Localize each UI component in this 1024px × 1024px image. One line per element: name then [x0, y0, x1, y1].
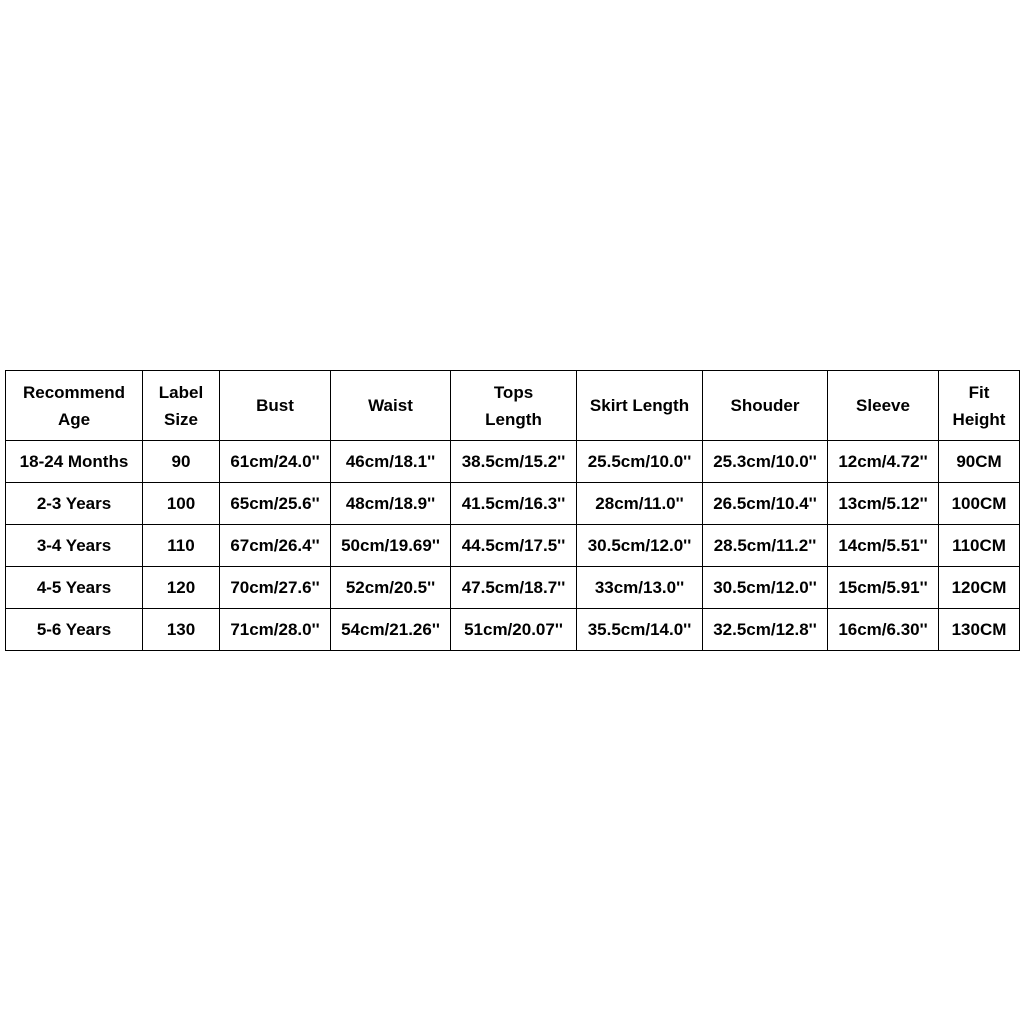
table-cell: 44.5cm/17.5'' — [451, 525, 577, 567]
header-bust — [220, 371, 331, 441]
table-cell: 30.5cm/12.0'' — [577, 525, 703, 567]
table-row — [6, 441, 1020, 483]
header-line: Age — [57, 409, 91, 429]
table-cell: 100 — [143, 483, 220, 525]
table-cell: 30.5cm/12.0'' — [703, 567, 828, 609]
table-cell: 65cm/25.6'' — [220, 483, 331, 525]
header-recommend-age — [6, 371, 143, 441]
table-cell: 4-5 Years — [6, 567, 143, 609]
header-shoulder — [703, 371, 828, 441]
table-cell: 110 — [143, 525, 220, 567]
table-cell: 26.5cm/10.4'' — [703, 483, 828, 525]
header-line: Size — [163, 409, 199, 429]
header-fit-height — [939, 371, 1020, 441]
header-label-size — [143, 371, 220, 441]
table-cell: 67cm/26.4'' — [220, 525, 331, 567]
table-cell: 51cm/20.07'' — [451, 609, 577, 651]
table-cell: 54cm/21.26'' — [331, 609, 451, 651]
table-cell: 110CM — [939, 525, 1020, 567]
header-line: Sleeve — [856, 396, 910, 415]
table-cell: 48cm/18.9'' — [331, 483, 451, 525]
table-cell: 90 — [143, 441, 220, 483]
table-cell: 25.5cm/10.0'' — [577, 441, 703, 483]
table-cell: 52cm/20.5'' — [331, 567, 451, 609]
header-line: Height — [952, 409, 1006, 429]
table-cell: 28.5cm/11.2'' — [703, 525, 828, 567]
table-row — [6, 609, 1020, 651]
table-cell: 33cm/13.0'' — [577, 567, 703, 609]
table-cell: 12cm/4.72'' — [828, 441, 939, 483]
table-cell: 70cm/27.6'' — [220, 567, 331, 609]
table-cell: 100CM — [939, 483, 1020, 525]
table-cell: 35.5cm/14.0'' — [577, 609, 703, 651]
header-line: Length — [485, 409, 542, 429]
header-row — [6, 371, 1020, 441]
table-cell: 14cm/5.51'' — [828, 525, 939, 567]
table-row — [6, 525, 1020, 567]
header-line: Fit — [968, 382, 990, 402]
table-cell: 130CM — [939, 609, 1020, 651]
header-skirt-length — [577, 371, 703, 441]
header-sleeve — [828, 371, 939, 441]
table-cell: 46cm/18.1'' — [331, 441, 451, 483]
size-chart-table — [5, 370, 1020, 651]
table-cell: 120CM — [939, 567, 1020, 609]
table-cell: 16cm/6.30'' — [828, 609, 939, 651]
header-line: Waist — [368, 396, 413, 415]
header-tops-length — [451, 371, 577, 441]
table-cell: 61cm/24.0'' — [220, 441, 331, 483]
table-cell: 15cm/5.91'' — [828, 567, 939, 609]
table-cell: 32.5cm/12.8'' — [703, 609, 828, 651]
table-cell: 13cm/5.12'' — [828, 483, 939, 525]
table-cell: 41.5cm/16.3'' — [451, 483, 577, 525]
table-cell: 28cm/11.0'' — [577, 483, 703, 525]
table-cell: 2-3 Years — [6, 483, 143, 525]
table-cell: 71cm/28.0'' — [220, 609, 331, 651]
table-cell: 38.5cm/15.2'' — [451, 441, 577, 483]
header-line: Recommend — [22, 382, 126, 402]
table-cell: 3-4 Years — [6, 525, 143, 567]
header-line: Bust — [256, 396, 294, 415]
table-cell: 18-24 Months — [6, 441, 143, 483]
header-line: Shouder — [730, 396, 800, 415]
table-row — [6, 483, 1020, 525]
header-waist — [331, 371, 451, 441]
table-cell: 130 — [143, 609, 220, 651]
table-cell: 47.5cm/18.7'' — [451, 567, 577, 609]
header-line: Label — [158, 382, 204, 402]
table-cell: 90CM — [939, 441, 1020, 483]
table-cell: 50cm/19.69'' — [331, 525, 451, 567]
header-line: Tops — [493, 382, 534, 402]
table-cell: 5-6 Years — [6, 609, 143, 651]
table-row — [6, 567, 1020, 609]
table-cell: 25.3cm/10.0'' — [703, 441, 828, 483]
header-line: Skirt Length — [589, 396, 690, 415]
table-cell: 120 — [143, 567, 220, 609]
